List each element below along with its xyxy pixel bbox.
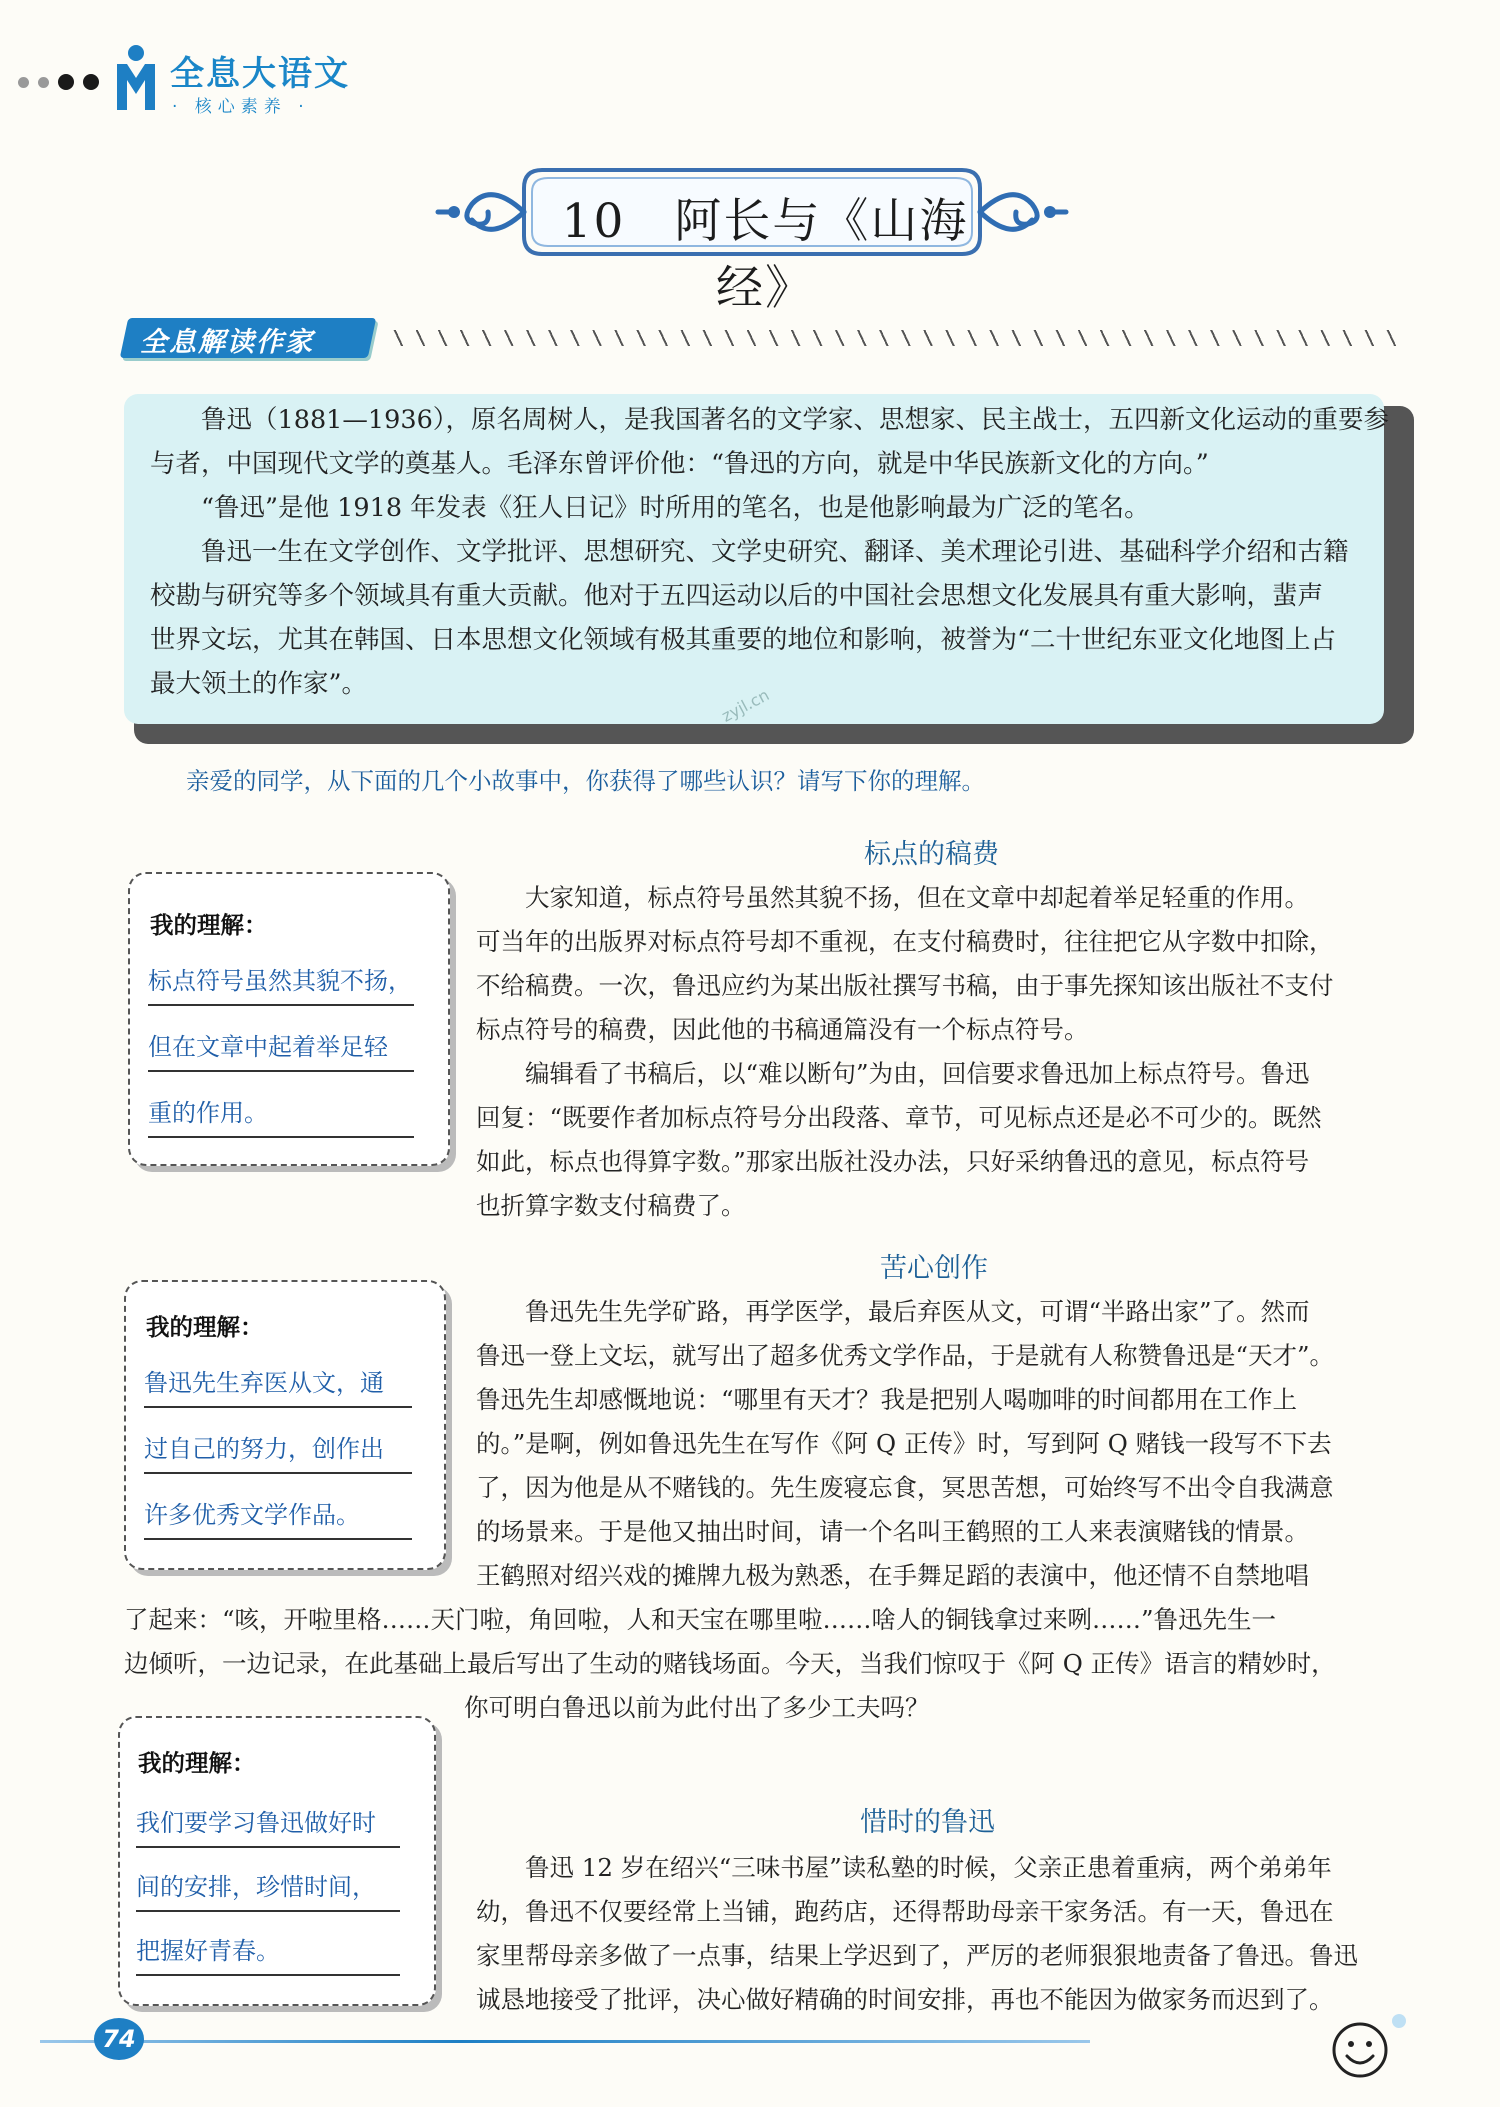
section-hatch-divider (390, 330, 1400, 346)
story-line: 鲁迅先生先学矿路，再学医学，最后弃医从文，可谓“半路出家”了。然而 (476, 1297, 1310, 1326)
story-line: 幼，鲁迅不仅要经常上当铺，跑药店，还得帮助母亲干家务活。有一天，鲁迅在 (476, 1897, 1334, 1926)
section-tab-label: 全息解读作家 (140, 327, 314, 358)
story-line: 的场景来。于是他又抽出时间，请一个名叫王鹤照的工人来表演赌钱的情景。 (476, 1517, 1309, 1546)
note-answer-line: 过自己的努力，创作出 (144, 1426, 412, 1474)
note-answer-line: 重的作用。 (148, 1090, 414, 1138)
story-title: 苦心创作 (880, 1253, 988, 1284)
story-line: 王鹤照对绍兴戏的摊牌九极为熟悉，在手舞足蹈的表演中，他还情不自禁地唱 (476, 1561, 1309, 1590)
note-label: 我的理解： (146, 1313, 264, 1341)
story-line: 如此，标点也得算字数。”那家出版社没办法，只好采纳鲁迅的意见，标点符号 (476, 1147, 1310, 1176)
brand-subtitle: · 核心素养 · (172, 97, 310, 117)
note-answer-line: 把握好青春。 (136, 1928, 400, 1976)
story-line: 回复：“既要作者加标点符号分出段落、章节，可见标点还是必不可少的。既然 (476, 1103, 1322, 1132)
brand-logo-icon (115, 44, 157, 114)
story-line: 鲁迅先生却感慨地说：“哪里有天才？我是把别人喝咖啡的时间都用在工作上 (476, 1385, 1298, 1414)
intro-line: 校勘与研究等多个领域具有重大贡献。他对于五四运动以后的中国社会思想文化发展具有重大影响，蜚声 (150, 581, 1324, 611)
note-label: 我的理解： (138, 1749, 256, 1777)
story-line: 标点符号的稿费，因此他的书稿通篇没有一个标点符号。 (476, 1015, 1089, 1044)
page-title: 10 阿长与《山海经》 (561, 194, 969, 316)
page-number: 74 (94, 2018, 144, 2060)
header-dots (18, 74, 99, 90)
story-title: 惜时的鲁迅 (860, 1807, 995, 1838)
story-line: 了起来：“咳，开啦里格……天门啦，角回啦，人和天宝在哪里啦……啥人的铜钱拿过来咧……”鲁迅先生一 (124, 1605, 1277, 1634)
note-answer-line: 但在文章中起着举足轻 (148, 1024, 414, 1072)
decor-dot (1392, 2014, 1406, 2028)
intro-line: “鲁迅”是他 1918 年发表《狂人日记》时所用的笔名，也是他影响最为广泛的笔名。 (150, 493, 1150, 523)
story-line: 鲁迅 12 岁在绍兴“三味书屋”读私塾的时候，父亲正患着重病，两个弟弟年 (476, 1853, 1332, 1882)
story-line: 了，因为他是从不赌钱的。先生废寝忘食，冥思苦想，可始终写不出令自我满意 (476, 1473, 1334, 1502)
story-line: 编辑看了书稿后，以“难以断句”为由，回信要求鲁迅加上标点符号。鲁迅 (476, 1059, 1310, 1088)
prompt-text: 亲爱的同学，从下面的几个小故事中，你获得了哪些认识？请写下你的理解。 (186, 767, 985, 795)
story-line: 大家知道，标点符号虽然其貌不扬，但在文章中却起着举足轻重的作用。 (476, 883, 1309, 912)
smiley-icon (1330, 2020, 1390, 2080)
story-title: 标点的稿费 (864, 839, 999, 870)
note-answer-line: 鲁迅先生弃医从文，通 (144, 1360, 412, 1408)
story-line: 你可明白鲁迅以前为此付出了多少工夫吗？ (464, 1693, 930, 1722)
intro-line: 最大领土的作家”。 (150, 669, 368, 699)
story-line: 也折算字数支付稿费了。 (476, 1191, 746, 1220)
note-label: 我的理解： (150, 911, 268, 939)
story-line: 家里帮母亲多做了一点事，结果上学迟到了，严厉的老师狠狠地责备了鲁迅。鲁迅 (476, 1941, 1358, 1970)
intro-line: 与者，中国现代文学的奠基人。毛泽东曾评价他：“鲁迅的方向，就是中华民族新文化的方向。” (150, 449, 1209, 479)
note-answer-line: 标点符号虽然其貌不扬， (148, 958, 414, 1006)
story-line: 诚恳地接受了批评，决心做好精确的时间安排，再也不能因为做家务而迟到了。 (476, 1985, 1334, 2014)
brand-title: 全息大语文 (170, 54, 350, 94)
note-answer-line: 我们要学习鲁迅做好时 (136, 1800, 400, 1848)
story-line: 可当年的出版界对标点符号却不重视，在支付稿费时，往往把它从字数中扣除， (476, 927, 1334, 956)
story-line: 鲁迅一登上文坛，就写出了超多优秀文学作品，于是就有人称赞鲁迅是“天才”。 (476, 1341, 1335, 1370)
footer-line (40, 2040, 1090, 2043)
story-line: 边倾听，一边记录，在此基础上最后写出了生动的赌钱场面。今天，当我们惊叹于《阿 Q 正传》语言的精妙时， (124, 1649, 1336, 1678)
intro-line: 鲁迅一生在文学创作、文学批评、思想研究、文学史研究、翻译、美术理论引进、基础科学介绍和古籍 (150, 537, 1349, 567)
story-line: 不给稿费。一次，鲁迅应约为某出版社撰写书稿，由于事先探知该出版社不支付 (476, 971, 1334, 1000)
intro-line: 世界文坛，尤其在韩国、日本思想文化领域有极其重要的地位和影响，被誉为“二十世纪东亚文化地图上占 (150, 625, 1337, 655)
story-line: 的。”是啊，例如鲁迅先生在写作《阿 Q 正传》时，写到阿 Q 赌钱一段写不下去 (476, 1429, 1332, 1458)
note-answer-line: 许多优秀文学作品。 (144, 1492, 412, 1540)
watermark: zyjl.cn (718, 685, 773, 726)
note-answer-line: 间的安排，珍惜时间， (136, 1864, 400, 1912)
intro-line: 鲁迅（1881—1936），原名周树人，是我国著名的文学家、思想家、民主战士，五四新文化运动的重要参 (150, 405, 1390, 435)
